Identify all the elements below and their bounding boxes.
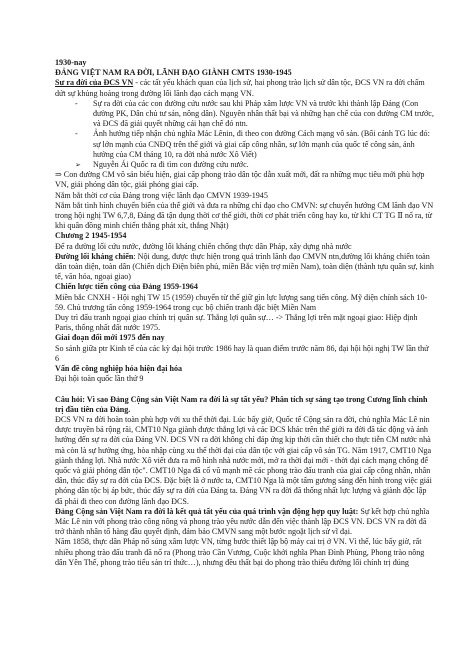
answer-paragraph-2: Đảng Cộng sản Việt Nam ra đời là kết quả tất yếu của quá trình vận động hợp quy luật: Sự kết hợp chủ nghĩa Mác Lê nin với phong trào công nông và phong trào yêu nước dẫn đến việc thành lập ĐCS VN. ĐCS VN ra đời đã trở thành nhân tố hàng đầu quyết định, đảm bảo CMVN sang một bước ngoặt lịch sử vĩ đại. [55, 506, 430, 537]
chapter-2-intro: Để ra đường lối cứu nước, đường lối kháng chiến chống thực dân Pháp, xây dựng nhà nước [55, 241, 352, 251]
answer-paragraph-1: ĐCS VN ra đời hoàn toàn phù hợp với xu thế thời đại. Lúc bấy giờ, Quốc tế Cộng sản ra đời, chủ nghĩa Mác Lê nin được truyền bá rộng rãi, CMT10 Nga giành được thắng lợi và các ĐCS khác trên thế giới ra đời đã tác động và ảnh hưởng đến sự ra đời của Đảng VN. ĐCS VN ra đời không chỉ đáp ứng kịp thời cần thiết cho thực tiễn CM nước nhà mà còn là sự hưởng ứng, hòa nhập cùng xu thế thời đại của dân tộc với giai cấp vô sản TG. Năm 1917, CMT10 Nga giành thắng lợi. Nhà nước Xô viết đưa ra mô hình nhà nước mới, mở ra thời đại mới - thời đại cách mạng chống đế quốc và giải phóng dân tộc". CMT10 Nga đã cổ vũ mạnh mẽ các phong trào đấu tranh của giai cấp công nhân, nhân dân, thúc đẩy sự ra đời của ĐCS. Đặc biệt là ở nước ta, CMT10 Nga là một tấm gương sáng đến hình trong việc giải phóng dân tộc bị áp bức, thúc đẩy sự ra đời của Đảng ta. Đảng VN ra đời đã thống nhất lực lượng và giành độc lập đã phải đi theo con đường lãnh đạo ĐCS. [55, 414, 432, 506]
list-item: - Ảnh hưởng tiếp nhận chủ nghĩa Mác Lênin, đi theo con đường Cách mạng vô sản. (Bối cảnh TG lúc đó: sự lớn mạnh của CNĐQ trên thế giới và giai cấp công nhân, sự lớn mạnh của quốc tế công sản, ảnh hưởng của CM tháng 10, ra đời nhà nước Xô Viết) [55, 129, 434, 160]
diplomacy-paragraph: Duy trì đấu tranh ngoại giao chính trị quân sự. Thắng lợi quân sự… -> Thắng lợi trên mặt ngoại giao: Hiệp định Paris, thống nhất đất nước 1975. [55, 313, 418, 333]
renovation-paragraph: So sánh giữa ptr Kinh tế của các kỳ đại hội trước 1986 hay là quan điểm trước năm 86, đại hội hội nghị TW lần thứ 6 [55, 343, 429, 363]
chapter-2-heading: Chương 2 1945-1954 [55, 231, 127, 241]
resistance-line-heading: Đường lối kháng chiến [55, 251, 134, 261]
resistance-line-paragraph: Đường lối kháng chiến: Nội dung, được thực hiện trong quá trình lãnh đạo CMVN ntn,đường lối kháng chiến toàn dân toàn diện, toàn dân (Chiến dịch Điện biên phủ, miền Bắc viện trợ miền Nam), toàn diện (thành tựu quân sự, kinh tế, văn hóa, ngoại giao) [55, 251, 434, 282]
offensive-strategy-heading: Chiến lược tiến công của Đảng 1959-1964 [55, 282, 198, 292]
conclusion-paragraph: ⇒ Con đường CM vô sản biểu hiện, giai cấp phong trào dân tộc dẫn xuất mới, đất ra những mục tiêu mới phù hợp VN, giải phóng dân tộc, giải phóng giai cấp. [55, 170, 425, 190]
party-birth-paragraph: Sự ra đời của ĐCS VN - các tất yếu khách quan của lịch sử, hai phong trào lịch sử dân tộc, ĐCS VN ra đời chấm dứt sự khủng hoảng trong đường lối lãnh đạo cách mạng VN. [55, 78, 425, 98]
renovation-heading: Giai đoạn đổi mới 1975 đến nay [55, 333, 165, 343]
opportunity-heading: Nắm bắt thời cơ của Đảng trong việc lãnh đạo CMVN 1939-1945 [55, 190, 268, 200]
section-title: ĐẢNG VIỆT NAM RA ĐỜI, LÃNH ĐẠO GIÀNH CMTS 1930-1945 [55, 68, 292, 78]
list-item: - Sự ra đời của các con đường cứu nước sau khi Pháp xâm lược VN và trước khi thành lập Đảng (Con đường PK, Dân chủ tư sản, nông dân). Nguyên nhân thất bại và những hạn chế của con đường CM trước, và ĐCS đã giải quyết những cái hạn chế đó ntn. [55, 99, 434, 130]
industrialization-heading: Vấn đề công nghiệp hóa hiện đại hóa [55, 364, 183, 374]
list-item: ➢ Nguyễn Ái Quốc ra đi tìm con đường cứu nước. [55, 160, 434, 170]
opportunity-paragraph: Nắm bắt tình hình chuyển biến của thế giới và đưa ra những chỉ đạo cho CMVN: sự chuyển hướng CM lãnh đạo VN trong hội nghị TW 6,7,8, Đảng đã tận dụng thời cơ thế giới, thời cơ phát triển công hay ko, từ khi CT TG Ⅱ nổ ra, từ khi quân đồng minh chiến thắng phát xít, thắng Nhật) [55, 200, 434, 231]
answer-2-heading: Đảng Cộng sản Việt Nam ra đời là kết quả tất yếu của quá trình vận động hợp quy luật: [55, 506, 359, 516]
spacer [55, 385, 434, 395]
party-birth-list [55, 99, 434, 170]
period-heading: 1930-nay [55, 58, 87, 67]
answer-paragraph-3: Năm 1858, thực dân Pháp nổ súng xâm lược VN, từng bước thiết lập bộ máy cai trị ở VN. Vì thế, lúc bấy giờ, rất nhiều phong trào đấu tranh đã nổ ra (Phong trào Cần Vương, Cuộc khởi nghĩa Phan Đình Phùng, Phong trào nông dân Yên Thế, phong trào tiểu sản trí thức…), nhưng đều thất bại do phong trào thiếu đường lối chính trị đúng [55, 537, 425, 567]
congress-line: Đại hội toàn quốc lần thứ 9 [55, 374, 144, 384]
offensive-strategy-paragraph: Miền bắc CNXH - Hội nghị TW 15 (1959) chuyển từ thế giữ gìn lực lượng sang tiến công. Mỹ diện chính sách 10-59. Chủ trương tấn công 1959-1964 trong cục bộ chiến tranh đặc biệt Miền Nam [55, 292, 428, 312]
party-birth-heading: Sự ra đời của ĐCS VN [55, 78, 134, 88]
question-heading: Câu hỏi: Vì sao Đảng Cộng sản Việt Nam ra đời là sự tất yếu? Phân tích sự sáng tạo trong Cương lĩnh chính trị đầu tiên của Đảng. [55, 394, 428, 414]
